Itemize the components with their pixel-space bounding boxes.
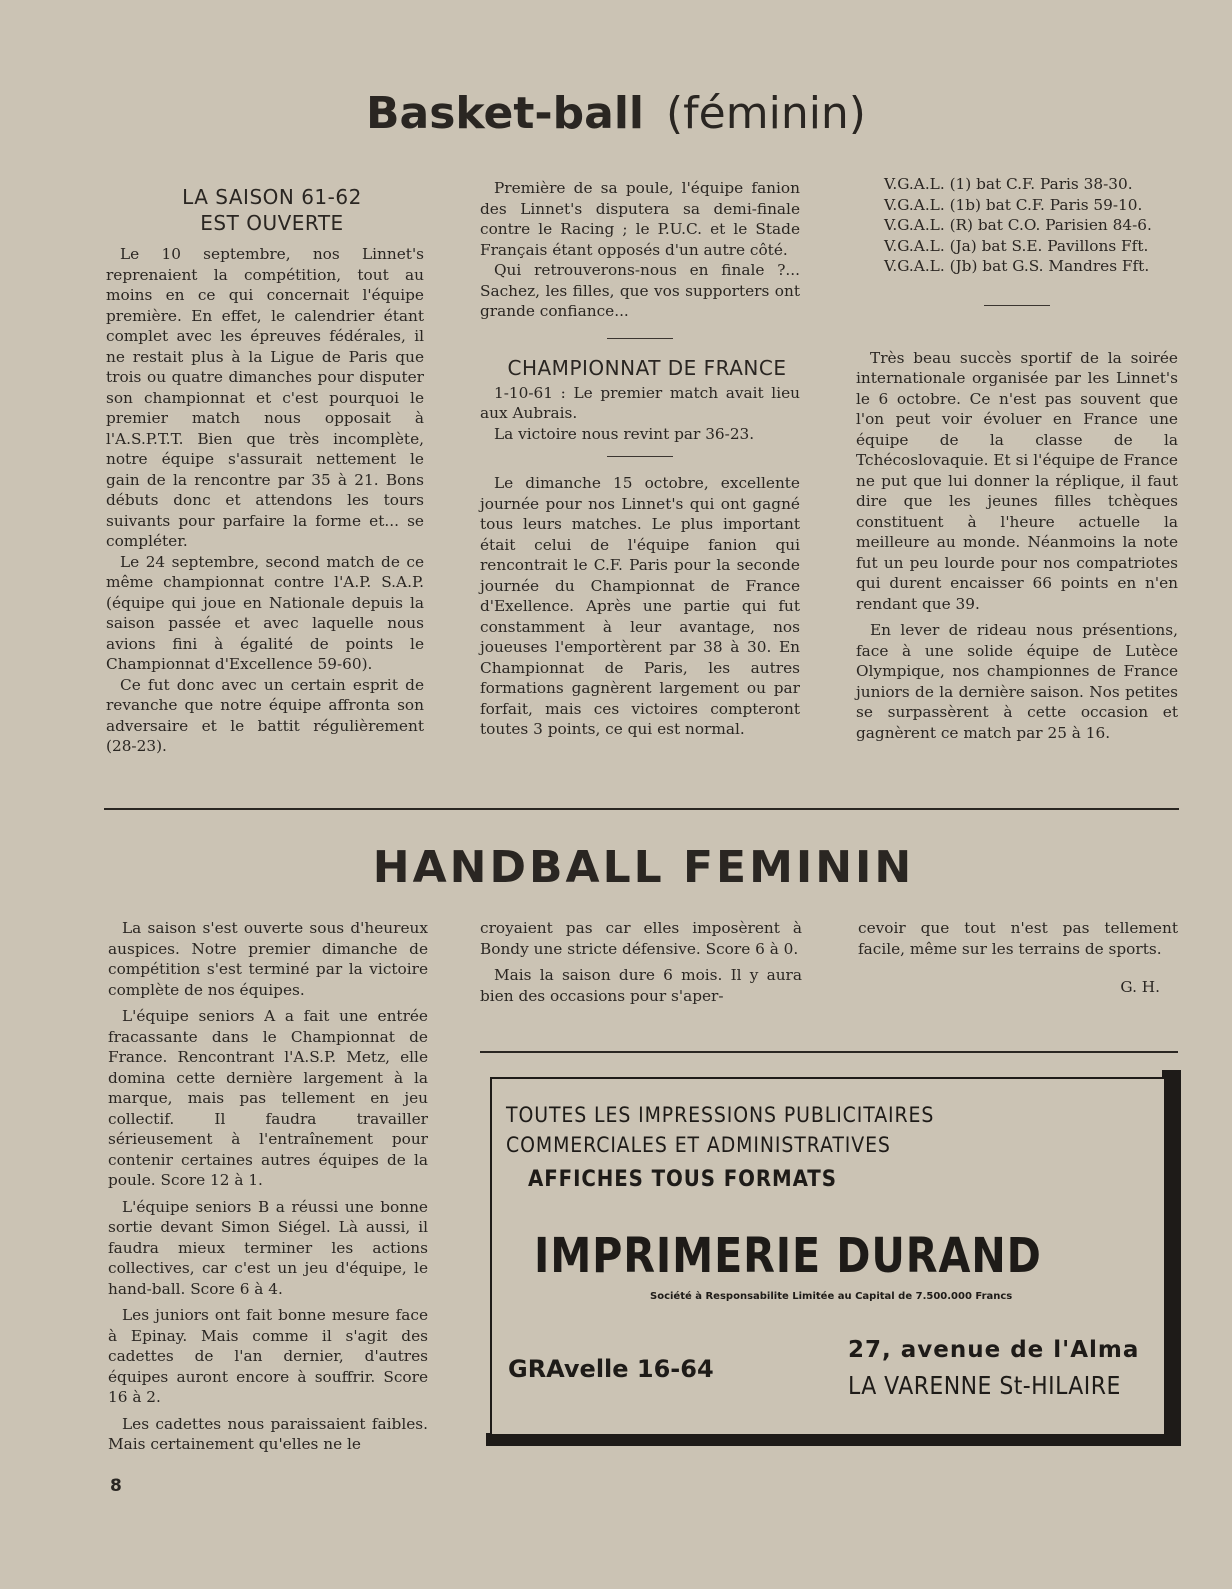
paragraph: croyaient pas car elles imposèrent à Bondy une stricte défensive. Score 6 à 0. — [480, 919, 802, 958]
result-line: V.G.A.L. (1) bat C.F. Paris 38-30. — [884, 175, 1133, 193]
handball-column-2 — [480, 918, 802, 1006]
ad-line: TOUTES LES IMPRESSIONS PUBLICITAIRES — [506, 1103, 935, 1127]
handball-column-3 — [858, 918, 1178, 998]
ad-line: AFFICHES TOUS FORMATS — [528, 1167, 837, 1192]
paragraph: Très beau succès sportif de la soirée internationale organisée par les Linnet's le 6 octobre. Ce n'est pas souvent que l'on peut voir évoluer en France une équipe de la classe de la Tchécoslovaquie. Et si l'équipe de France ne put que lui donner la réplique, il faut dire que les jeunes filles tchèques constituent à l'heure actuelle la meilleure au monde. Néanmoins la note fut un peu lourde pour nos compatriotes qui durent encaisser 66 points en n'en rendant que 39. — [856, 348, 1178, 613]
result-line: V.G.A.L. (Ja) bat S.E. Pavillons Fft. — [884, 236, 1149, 255]
paragraph: cevoir que tout n'est pas tellement facile, même sur les terrains de sports. — [858, 919, 1178, 958]
basketball-title — [0, 88, 1232, 139]
basketball-title-sub: (féminin) — [666, 88, 866, 139]
paragraph: Mais la saison dure 6 mois. Il y aura bien des occasions pour s'aper- — [480, 966, 802, 1005]
section-heading: EST OUVERTE — [200, 211, 344, 235]
basketball-title-main: Basket-ball — [366, 88, 644, 139]
basket-column-3 — [856, 174, 1178, 743]
printer-advertisement — [490, 1077, 1166, 1436]
paragraph: Les cadettes nous paraissaient faibles. Mais certainement qu'elles ne le — [108, 1414, 428, 1453]
paragraph: Le 24 septembre, second match de ce même championnat contre l'A.P. S.A.P. (équipe qui joue en Nationale depuis la saison passée et avec laquelle nous avions fini à égalité de points le Championnat d'Excellence 59-60). — [106, 552, 424, 673]
section-divider — [104, 808, 1179, 810]
paragraph: En lever de rideau nous présentions, face à une solide équipe de Lutèce Olympique, nos championnes de France juniors de la dernière saison. Nos petites se surpassèrent à cette occasion et gagnèrent ce match par 25 à 16. — [856, 621, 1178, 742]
paragraph: Les juniors ont fait bonne mesure face à Epinay. Mais comme il s'agit des cadettes de l'an dernier, d'autres équipes auront encore à souffrir. Score 16 à 2. — [108, 1306, 428, 1406]
paragraph: La victoire nous revint par 36-23. — [494, 424, 755, 443]
signature: G. H. — [1120, 978, 1160, 996]
result-line: V.G.A.L. (R) bat C.O. Parisien 84-6. — [884, 216, 1152, 234]
basket-column-2 — [480, 178, 800, 740]
handball-title: HANDBALL FEMININ — [372, 842, 915, 893]
page-number: 8 — [110, 1476, 122, 1496]
short-divider — [607, 338, 673, 339]
short-divider — [984, 305, 1050, 306]
paragraph: La saison s'est ouverte sous d'heureux auspices. Notre premier dimanche de compétition s'est terminé par la victoire complète de nos équipes. — [108, 919, 428, 999]
section-heading: CHAMPIONNAT DE FRANCE — [507, 355, 787, 380]
paragraph: Ce fut donc avec un certain esprit de revanche que notre équipe affronta son adversaire et le battit régulièrement (28-23). — [106, 675, 424, 755]
short-divider — [607, 456, 673, 457]
ad-top-divider — [480, 1051, 1178, 1053]
ad-address-street: 27, avenue de l'Alma — [848, 1337, 1140, 1363]
ad-phone: GRAvelle 16-64 — [508, 1355, 714, 1383]
ad-line: COMMERCIALES ET ADMINISTRATIVES — [506, 1133, 891, 1157]
basket-column-1 — [106, 184, 424, 757]
paragraph: Le dimanche 15 octobre, excellente journée pour nos Linnet's qui ont gagné tous leurs matches. Le plus important était celui de l'équipe fanion qui rencontrait le C.F. Paris pour la seconde journée du Championnat de France d'Exellence. Après une partie qui fut constamment à leur avantage, nos joueuses l'emportèrent par 38 à 30. En Championnat de Paris, les autres formations gagnèrent largement ou par forfait, mais ces victoires compteront toutes 3 points, ce qui est normal. — [480, 474, 800, 738]
result-line: V.G.A.L. (Jb) bat G.S. Mandres Fft. — [884, 257, 1150, 275]
ad-legal-notice: Société à Responsabilite Limitée au Capital de 7.500.000 Francs — [650, 1291, 1013, 1302]
paragraph: Le 10 septembre, nos Linnet's reprenaient la compétition, tout au moins en ce qui concernait l'équipe première. En effet, le calendrier étant complet avec les épreuves fédérales, il ne restait plus à la Ligue de Paris que trois ou quatre dimanches pour disputer son championnat et c'est pourquoi le premier match nous opposait à l'A.S.P.T.T. Bien que très incomplète, notre équipe s'assurait nettement le gain de la rencontre par 35 à 21. Bons débuts donc et attendons les tours suivants pour parfaire la forme et... se compléter. — [106, 245, 424, 550]
paragraph: L'équipe seniors A a fait une entrée fracassante dans le Championnat de France. Rencontrant l'A.S.P. Metz, elle domina cette dernière largement à la marque, mais pas tellement en jeu collectif. Il faudra travailler sérieusement à l'entraînement pour contenir certaines autres équipes de la poule. Score 12 à 1. — [108, 1007, 428, 1189]
results-list — [856, 174, 1178, 277]
ad-address-city: LA VARENNE St-HILAIRE — [848, 1371, 1121, 1400]
result-line: V.G.A.L. (1b) bat C.F. Paris 59-10. — [884, 195, 1143, 214]
paragraph: Qui retrouverons-nous en finale ?... Sachez, les filles, que vos supporters ont grande confiance... — [480, 261, 800, 320]
section-heading: LA SAISON 61-62 — [182, 185, 362, 209]
ad-company-name: IMPRIMERIE DURAND — [534, 1228, 1042, 1284]
handball-column-1 — [108, 918, 428, 1455]
paragraph: Première de sa poule, l'équipe fanion des Linnet's disputera sa demi-finale contre le Racing ; le P.U.C. et le Stade Français étant opposés d'un autre côté. — [480, 179, 800, 259]
paragraph: 1-10-61 : Le premier match avait lieu aux Aubrais. — [480, 383, 800, 422]
paragraph: L'équipe seniors B a réussi une bonne sortie devant Simon Siégel. Là aussi, il faudra mieux terminer les actions collectives, car c'est un jeu d'équipe, le hand-ball. Score 6 à 4. — [108, 1197, 428, 1298]
